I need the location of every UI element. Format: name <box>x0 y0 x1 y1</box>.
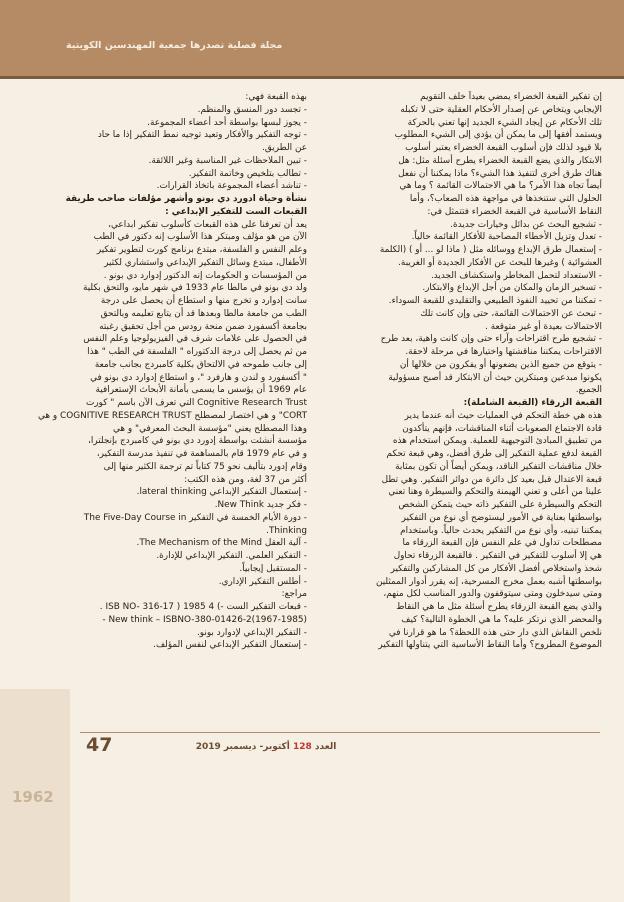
right-column-heading: القبعة الزرقاء (القبعة الشاملة): <box>463 398 602 408</box>
right-column-line: الاحتمالات بعيدة أو غير متوقعة . <box>485 321 602 332</box>
left-column-line: - تبين الملاحظات غير المناسبة وغير اللائقة. <box>148 155 307 166</box>
right-column-line: إن تفكير القبعة الخضراء يمضي بعيداً خلف التقويم <box>420 92 602 102</box>
right-column-line: هي إلا أسلوب للتفكير في التفكير . فالقبعة الزرقاء تحاول <box>393 551 602 561</box>
left-column-line: Thinking. <box>266 525 307 536</box>
issue-date: أكتوبر- ديسمبر 2019 <box>195 742 290 752</box>
right-column-line: النقاط الأساسية في القبعة الخضراء فتتمثل في: <box>427 206 602 217</box>
left-column-line: وعلم النفس و الفلسفة، مبتدع برنامج كورت لتطوير تفكير <box>96 245 307 255</box>
right-column-line: - تشجيع البحث عن بدائل وخيارات جديدة. <box>450 219 602 230</box>
left-column-line: - تجسد دور المنسق والمنظم. <box>197 104 307 115</box>
left-column-line: - التفكير العلمي. التفكير الإبداعي للإدارة. <box>156 551 307 561</box>
right-column-line: مصطلحات تداول في علم النفس فإن القبعة الزرقاء ما <box>402 538 602 549</box>
left-column-line: CORT" و هي اختصار لمصطلح COGNITIVE RESEARCH TRUST و هي <box>38 410 307 421</box>
issue-number: 128 <box>292 742 312 752</box>
left-column-line: - تناشد أعضاء المجموعة باتخاذ القرارات. <box>156 181 307 192</box>
right-column-line: - يتوقع من جميع الذين يضعونها أو يفكرون من خلالها أن <box>399 359 602 370</box>
left-column-line: من المؤسسات و الحكومات إنه الدكتور إدوارد دي بونو . <box>103 270 307 281</box>
page-number: 47 <box>86 734 113 756</box>
right-column-line: - تبحث عن الاحتمالات القائمة، حتى وإن كانت تلك <box>420 308 602 319</box>
page-body <box>0 79 624 823</box>
left-column-line: بهذه القبعة فهي: <box>245 92 307 102</box>
right-column-line: - تشجيع طرح اقتراحات وآراء حتى وإن كانت واهية، بعد طرح <box>380 334 602 345</box>
right-column-line: - إستعمال طرق الإبداع ووسائله مثل ( ماذا لو ... أو ) (الكلمة <box>379 245 602 255</box>
left-column-line: - إستعمال التفكير الإبداعي lateral thinking. <box>136 487 307 498</box>
right-column-line: قادة الاجتماع الصعوبات أثناء المناقشات، فإنهم يتأكدون <box>402 423 602 434</box>
right-column-line: بواسطتها بعناية في الأمور ليستوضح أي نوع من التفكير <box>401 512 602 523</box>
right-column-line: ومتى سيدخلون ومتى سيتوقفون والدور المناسب لكل منهم، <box>383 589 602 600</box>
right-column-line: الحلول التي ستنخذها في مواجهة هذه الصعاب؟، وأما <box>409 194 602 204</box>
right-column-line: الموضوع المطروح؟ وأما النقاط الأساسية التي يتناولها التفكير <box>378 640 602 651</box>
right-column-line: - تسخير الزمان والمكان من أجل الإبداع والابتكار. <box>422 283 602 294</box>
header-banner <box>0 0 624 76</box>
right-column-line: - الاستعداد لتحمل المخاطر واستكشاف الجديد. <box>430 270 602 281</box>
footer-divider <box>80 732 600 733</box>
left-column-line: الآن من هو مؤلف ومبتكر هذا الأسلوب إنه دكتور في الطب <box>93 232 307 243</box>
right-column-line: التحكم والسيطرة على التفكير ذاته حيث يتمكن الشخص <box>398 500 602 510</box>
left-column-line: " أكسفورد و لندن و هارفرد "، و استطاع إدوارد دي بونو في <box>90 372 307 383</box>
left-column-line: الأطفال، مبتدع وسائل التفكير الإبداعي واستشاري لكثير <box>104 257 307 268</box>
right-column-line: علينا من أعلى و تعني الهيمنة والتحكم والسيطرة وهنا تعني <box>388 487 602 498</box>
issue-info <box>186 742 346 752</box>
right-column-line: هناك طرق أخرى لتنفيذ هذا الشيء؟ ماذا يمكننا أن نفعل <box>398 168 602 179</box>
right-column-line: ويستمد أفقها إلى ما يمكن أن يؤدي إلى الشيء المطلوب <box>394 130 602 141</box>
right-column-line: أيضاً تجاه هذا الأمر؟ ما هي الاحتمالات القائمة ؟ وما هي <box>399 181 602 192</box>
left-column-line: - آلية العقل The Mechanism of the Mind. <box>136 538 307 549</box>
left-column-line: أكثر من 37 لغة، ومن هذه الكتب: <box>184 474 307 485</box>
left-column-line: - دورة الأيام الخمسة في التفكير The Five-Day Course in <box>83 512 307 523</box>
left-column-heading: القبعات الست للتفكير الإبداعي : <box>165 206 307 217</box>
left-column-line: (New think – ISBNO-380-01426-2(1967-1985 - <box>102 614 307 625</box>
left-column-line: يعد أن تعرفنا على هذه القبعات كأسلوب تفكير ابداعي، <box>108 219 307 230</box>
right-column-line: يمكننا تبنيه، وأي نوع من التفكير يحدث حالياً. وباستخدام <box>400 525 602 536</box>
left-column-line: من ثم يحصل إلى درجة الدكتوراه " الفلسفة في الطب " هذا <box>87 347 307 357</box>
left-column-line: الطب من جامعة مالطا وبعدها قد أن يتابع تعليمه وبالتحق <box>100 308 307 319</box>
magazine-title: مجلة فصلية تصدرها جمعية المهندسين الكويتية <box>66 40 283 51</box>
left-column-line: - إستعمال التفكير الإبداعي لنفس المؤلف. <box>153 640 307 651</box>
left-column-line: إلى جانب طموحه في الالتحاق بكلية كامبردج بجانب جامعة <box>94 359 307 370</box>
left-column-line: - قبعات التفكير الست -) 4 1985 ( ISB NO- 316-17 . <box>99 602 307 612</box>
right-column-line: هذه هي خطة التحكم في العمليات حيث أنه عندما يدير <box>404 410 602 421</box>
left-column-line: بجامعة أكسفورد ضمن منحة رودس من أجل تحقيق رغبته <box>99 321 307 332</box>
left-column-line: عن الطريق. <box>262 143 307 153</box>
left-column-line: وقام إدورد بتأليف نحو 75 كتاباً تم ترجمة الكثير منها إلى <box>103 461 307 472</box>
left-column-line: في الحصول على علامات شرف في الفيزيولوجيا وعلم النفس <box>83 334 307 345</box>
right-column-line: خلال مناقشات التفكير الناقد، ويمكن أيضاً أن تكون بمثابة <box>395 461 602 472</box>
right-column <box>326 91 602 701</box>
right-column-line: - تمكننا من تحييد النفوذ الطبيعي والتقليدي للقبعة السوداء. <box>388 296 602 306</box>
left-column-heading: نشأة وحياة ادورد دي بونو وأشهر مؤلفات صاحب طريقة <box>65 194 307 204</box>
left-column-line: و في عام 1979 قام بالمساهمة في تنفيذ مدرسة التفكير، <box>96 449 307 459</box>
right-column-line: القبعة لدفع عملية التفكير إلى طرق أفضل، وهي قبعة تحكم <box>386 449 602 459</box>
right-column-line: الاقتراحات يمكننا مناقشتها واختيارها في مرحلة لاحقة. <box>405 347 602 357</box>
left-column-line: سانت إدوارد و تخرج منها و استطاع أن يحصل على درجة <box>100 296 307 306</box>
right-column-line: تلك الأحكام عن إيجاد الشيء الجديد إنها تعني بالحركة <box>407 117 602 128</box>
watermark-year: 1962 <box>12 788 54 806</box>
left-column-line: Cognitive Research Trust التي تعرف الآن باسم " كورت <box>86 398 307 408</box>
right-column-line: بلا قيود لذلك فإن أسلوب القبعة الخضراء يعتبر أسلوب <box>405 143 602 153</box>
left-column-line: ولد دي بونو في مالطا عام 1933 في شهر مايو، والتحق بكلية <box>82 283 307 294</box>
left-column-line: - أطلس التفكير الإداري. <box>218 576 307 587</box>
right-column-line: العشوائية ) وغيرها للبحث عن الأفكار الجديدة أو الغريبة. <box>398 257 602 268</box>
right-column-line: شحذ واستخلاص أفضل الأفكار من كل المشاركين والتفكير <box>390 563 602 574</box>
left-column-line: - توجه التفكير والأفكار وتعيد توجيه نمط التفكير إذا ما حاد <box>97 130 307 141</box>
left-column-line: مراجع: <box>281 589 307 600</box>
right-column-line: الابتكار والذي يضع القبعة الخضراء يطرح أسئلة مثل: هل <box>398 155 602 166</box>
left-column-line: - يجوز لبسها بواسطة أحد أعضاء المجموعة. <box>147 117 307 128</box>
left-column <box>22 91 307 691</box>
right-column-line: يكونوا مبدعين ومبتكرين حيث أن الابتكار قد أصبح مسؤولية <box>388 372 602 383</box>
right-column-line: نلخص النقاش الذي دار حتى هذه اللحظة؟ ما هو قرارنا في <box>388 627 602 638</box>
right-column-line: - تعدل وتزيل الأخطاء المصاحبة للأفكار القائمة حالياً. <box>411 232 602 243</box>
left-column-line: عام 1969 أن يؤسس ما يسمى بأمانة الأبحاث الإستعرافية <box>95 385 307 396</box>
left-column-line: - التفكير الإبداعي لإدوارد بونو. <box>196 627 307 638</box>
right-column-line: والذي يضع القبعة الزرقاء يطرح أسئلة مثل ما هي النقاط <box>396 602 602 612</box>
left-column-line: مؤسسة أنشئت بواسطة إدورد دي بونو في كامبردج بإنجلترا، <box>87 436 307 447</box>
right-column-line: الجميع. <box>575 385 602 396</box>
left-column-line: وهذا المصطلح يعني "مؤسسة البحث المعرفي" و هي <box>113 423 307 434</box>
issue-label: العدد <box>314 742 337 752</box>
right-column-line: قبعة الاعتدال قبل بعيد كل دائرة من دوائر التفكير. وهي تطل <box>381 474 602 485</box>
right-column-line: الإيجابي ويتخاص عن إصدار الأحكام العقلية حتى لا تكبله <box>400 104 602 115</box>
right-column-line: والمحضر الذي نرتكز عليه؟ ما هي الخطوة التالية؟ كيف <box>401 614 602 625</box>
right-column-line: بواسطتها أشبه بعمل مخرج المسرحية، إنه يقرر أدوار الممثلين <box>375 576 602 587</box>
right-column-line: من تطبيق المبادئ التوجيهية للعملية. ويمكن استخدام هذه <box>392 436 602 447</box>
left-column-line: - فكر جديد New Think. <box>214 500 307 510</box>
left-column-line: - تطالب بتلخيص وخاتمة التفكير. <box>188 168 307 179</box>
left-column-line: - المستقبل إيجابياً. <box>239 563 307 574</box>
